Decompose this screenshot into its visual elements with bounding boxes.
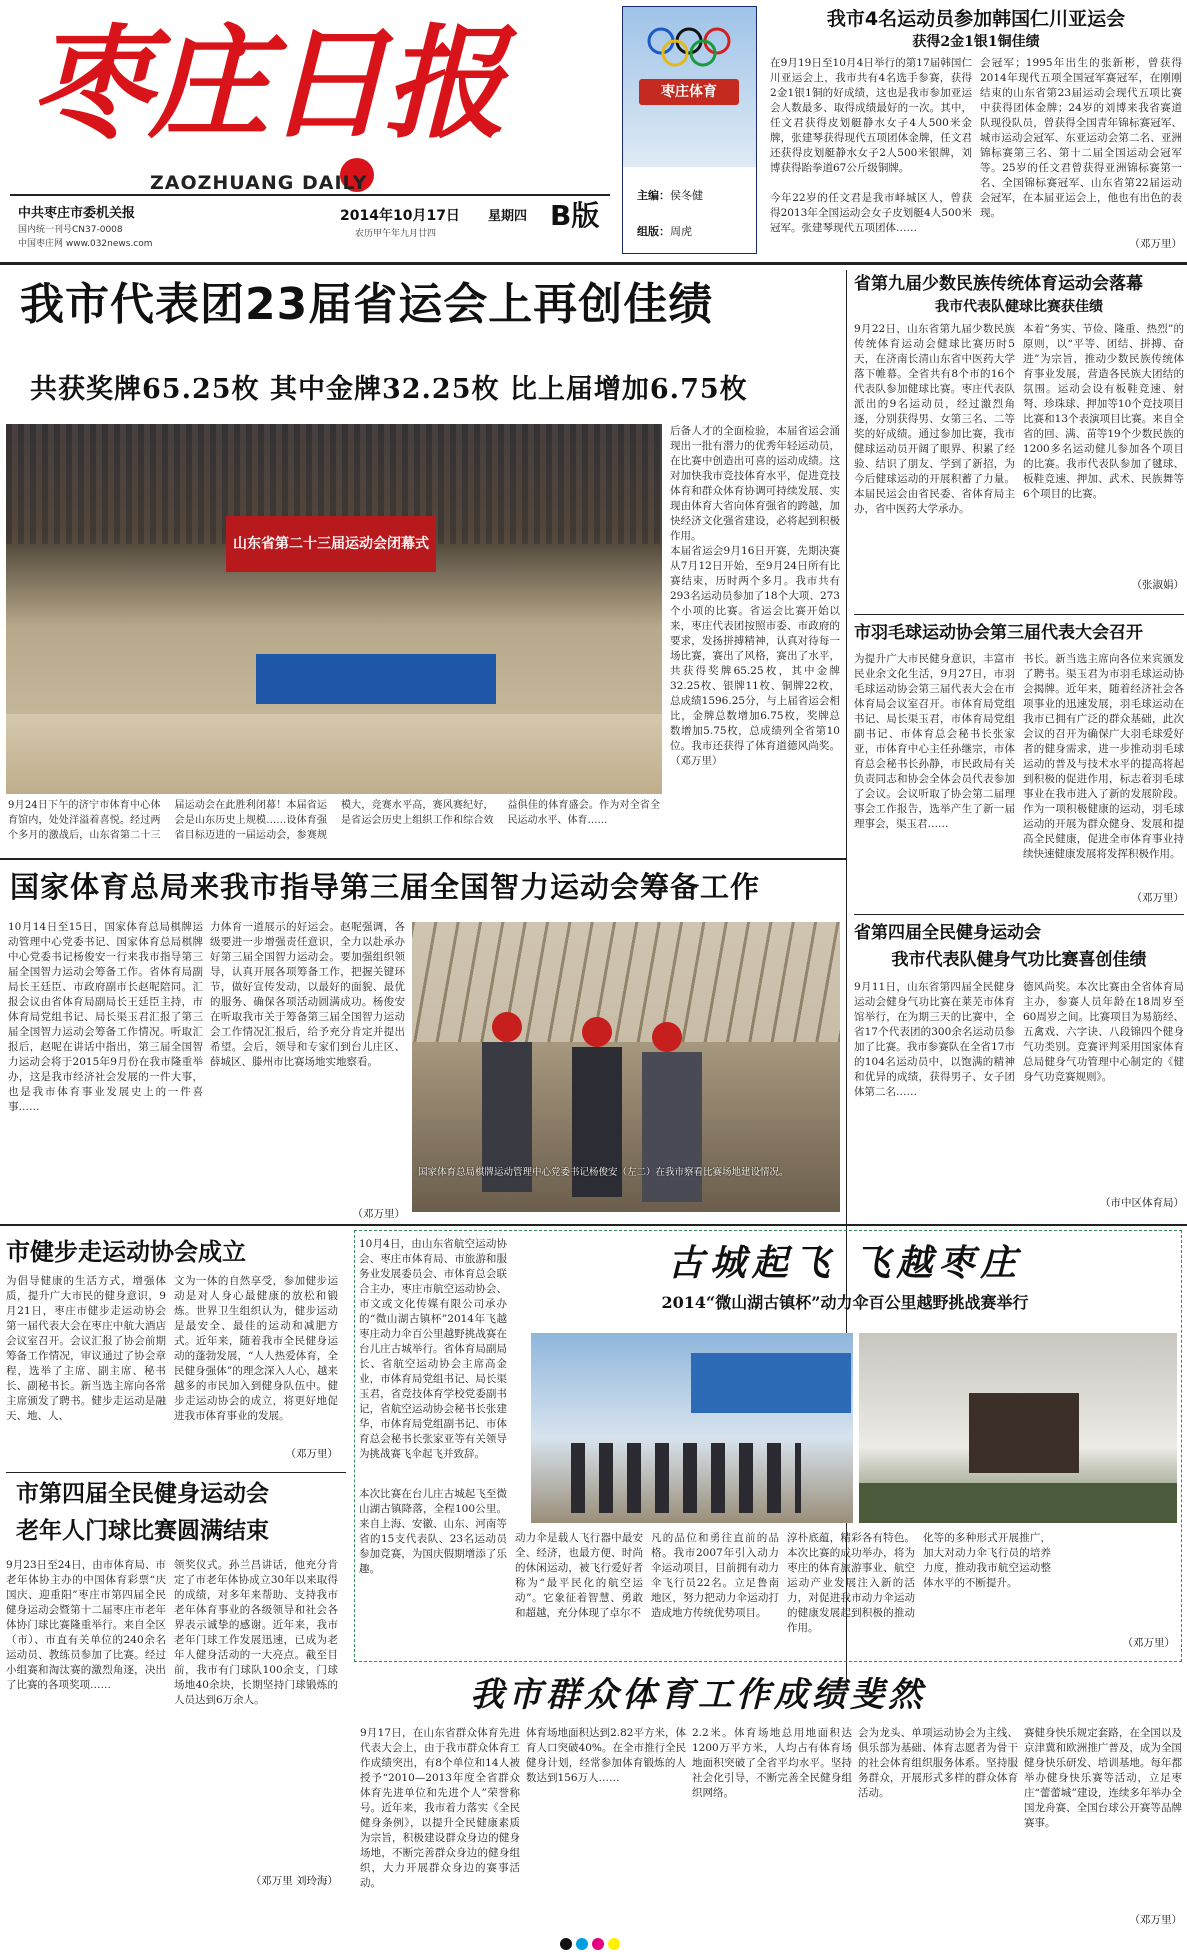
article-paraglider: [354, 1230, 1182, 1662]
article-badminton: [854, 620, 1184, 912]
closing-ceremony-photo: [6, 424, 662, 794]
walking-col1: 为倡导健康的生活方式，增强体质，提升广大市民的健身意识，9月21日，枣庄市健步走运动协会第一届代表大会在枣庄中航大酒店会议室召开。会议汇报了协会前期筹备工作情况，审议通过了协会章程，选举了主席、副主席、秘书长、副秘书长。新当选主席向各常主席颁发了聘书。健步走运动是融天、地、人、: [6, 1275, 166, 1422]
main-headline: 我市代表团23届省运会上再创佳绩: [20, 279, 714, 330]
badminton-title: 市羽毛球运动协会第三届代表大会召开: [854, 623, 1143, 643]
article-gateball: [6, 1476, 346, 1906]
mass-sports-col5: 赛健身快乐规定套路，在全国以及京津冀和欧洲推广普及，成为全国健身快乐研发、培训基地。每年都举办健身快乐赛等活动，立足枣庄“蕾蕾城”建设，连续多年举办全国龙舟赛、全国台球公开赛等品牌赛事。: [1024, 1727, 1182, 1829]
asian-games-byline: （邓万里）: [1129, 238, 1182, 250]
mass-sports-byline: （邓万里）: [1129, 1914, 1182, 1926]
masthead-cn-code: 国内统一刊号CN37-0008: [18, 225, 123, 235]
walking-byline: （邓万里）: [285, 1448, 338, 1460]
qigong-col2: 德风尚奖。本次比赛由全省体育局主办，参赛人员年龄在18周岁至60周岁之间。比赛项目为易筋经、五禽戏、六字诀、八段锦四个健身气功类别。竞赛评判采用国家体育总局健身气功管理中心制定的《健身气功竞赛规则》。: [1023, 981, 1184, 1083]
minority-title: 省第九届少数民族传统体育运动会落幕: [854, 274, 1143, 294]
article-asian-games: [770, 6, 1182, 258]
minority-col1: 9月22日，山东省第九届少数民族传统体育运动会健球比赛历时5天，在济南长清山东省中医药大学落下帷幕。全省共有8个市的16个代表队参加健球比赛。枣庄代表队派出的9名运动员，经过激烈角逐，分别获得男、女第三名、二等奖的好成绩。通过参加比赛，我市健球运动员开阔了眼界、积累了经验、结识了朋友、学到了新招，为今后健球运动的开展积蓄了力量。本届民运会由省民委、省体育局主办，省中医药大学承办。: [854, 323, 1015, 515]
asian-games-subtitle: 获得2金1银1铜佳绩: [912, 34, 1040, 50]
paraglider-col4: 淳朴底蕴，精彩各有特色。本次比赛的成功举办，将为枣庄的体育旅游事业、航空运动产业发展注入新的活力，对促进我市动力伞运动的健康发展起到积极的推动作用。: [787, 1532, 915, 1634]
games-report-text: 后备人才的全面检验，本届省运会涌现出一批有潜力的优秀年轻运动员，在比赛中创造出可喜的运动成绩。这对加快我市竞技体育水平，促进竞技体育和群众体育协调可持续发展、实现由体育大省向体育强省的跨越，加快经济文化强省建设，必将起到积极作用。 本届省运会9月16日开赛，先期决赛从7月12日开始，至9月24日所有比赛结束，历时两个多月。我市共有293名运动员参加了18个大项、273个小项的比赛。省运会比赛开始以来，枣庄代表团按照市委、市政府的要求，发扬拼搏精神，认真对待每一场比赛，赛出了风格，赛出了水平，共获得奖牌65.25枚，其中金牌32.25枚、银牌11枚、铜牌22枚，总成绩1596.25分，与上届省运会相比，金牌总数增加6.75枚，奖牌总数增加5.75枚，总成绩列全省第10位。我市还获得了体育道德风尚奖。（邓万里）: [670, 425, 840, 767]
paraglider-photo-1: [531, 1333, 853, 1523]
asian-games-col2: 会冠军；1995年出生的张新彬，曾获得2014年现代五项全国冠军赛冠军，在刚刚结束的山东省第23届运动会现代五项比赛中获得团体金牌；24岁的刘博来我省赛道队现役队员，曾获得全国青年锦标赛冠军、城市运动会冠军、东亚运动会第二名、亚洲锦标赛第三名、第十二届全国运动会冠军等。25岁的任文君曾获得亚洲锦标赛第一名、全国锦标赛冠军、山东省第22届运动会冠军，在本届亚运会上，他也有出色的表现。: [980, 57, 1182, 219]
mind-sports-title: 国家体育总局来我市指导第三届全国智力运动会筹备工作: [10, 870, 761, 904]
gateball-col1: 9月23日至24日，由市体育局、市老年体协主办的中国体育彩票“庆国庆、迎重阳”枣庄市第四届全民健身运动会暨第十二届枣庄市老年体协门球比赛隆重举行。来自全区（市）、市直有关单位的240余名运动员、教练员参加了比赛。经过小组赛和淘汰赛的激烈角逐，决出了比赛的各项奖项……: [6, 1559, 166, 1691]
masthead-edition: B版: [550, 199, 600, 232]
masthead-website: 中国枣庄网 www.032news.com: [18, 239, 153, 249]
mass-sports-col2: 体育场地面积达到2.82平方米，体育人口突破40%。在全市推行全民健身计划，经常参加体育锻炼的人数达到156万人……: [526, 1727, 686, 1784]
paraglider-title: 古城起飞 飞越枣庄: [667, 1242, 1023, 1284]
mass-sports-col4: 会为龙头、单项运动协会为主线、俱乐部为基础、体育志愿者为骨干的社会体育组织服务体系。坚持服务群众，开展形式多样的群众体育活动。: [858, 1727, 1018, 1799]
mass-sports-col1: 9月17日，在山东省群众体育先进代表大会上，由于我市群众体育工作成绩突出，有8个单位和14人被授予“2010—2013年度全省群众体育先进单位和先进个人”荣誉称号。近年来，我市着力落实《全民健身条例》，以提升全民健康素质为宗旨，积极建设群众身边的健身场地，不断完善群众身边的健身组织，大力开展群众身边的赛事活动。: [360, 1727, 520, 1889]
paraglider-col5: 化等的多种形式开展推广，加大对动力伞飞行员的培养力度，推动我市航空运动整体水平的不断提升。: [923, 1532, 1051, 1589]
qigong-subtitle: 我市代表队健身气功比赛喜创佳绩: [891, 950, 1147, 970]
minority-col2: 本着“务实、节俭、隆重、热烈”的原则，以“平等、团结、拼搏、奋进”为宗旨，推动少数民族传统体育事业发展，营造各民族大团结的氛围。运动会设有板鞋竞速、射弩、珍珠球、押加等10个竞技项目比赛和13个表演项目比赛。来自全省的回、满、苗等19个少数民族的1200多名运动健儿参加各个项目的比赛。我市代表队参加了毽球、板鞋竞速、押加、武术、民族舞等6个项目的比赛。: [1023, 323, 1184, 500]
masthead-english: ZAOZHUANG DAILY: [150, 172, 368, 194]
article-walking-association: [6, 1230, 346, 1470]
badminton-col1: 为提升广大市民健身意识，丰富市民业余文化生活，9月27日，市羽毛球运动协会第三届代表大会在市体育局会议室召开。市体育局党组书记、局长渠玉君，市体育局党组副书记、市体育总会秘书长张家亚，市体育中心主任孙继宗，市体育总会秘书长孙静，市民政局有关负责同志和协会全体会员代表参加了会议。会议听取了协会第二届理事会工作报告，选举产生了新一届理事会，渠玉君……: [854, 653, 1015, 830]
gateball-col2: 领奖仪式。孙兰昌讲话，他充分肯定了市老年体协成立30年以来取得的成绩，对多年来帮助、支持我市老年体育事业的各级领导和社会各界表示诚挚的感谢。近年来，我市老年门球工作发展迅速，已成为老年人健身活动的一大亮点。截至目前，我市有门球队100余支，门球场地40余块，长期坚持门球锻炼的人员达到6万余人。: [174, 1559, 338, 1706]
gateball-title2: 老年人门球比赛圆满结束: [16, 1518, 269, 1544]
editor-label: 主编：: [637, 189, 670, 202]
minority-byline: （张淑娟）: [1131, 579, 1184, 591]
mind-sports-col1: 10月14日至15日，国家体育总局棋牌运动管理中心党委书记、国家体育总局棋牌中心党委书记杨俊安一行来我市指导第三届全国智力运动会筹备工作。省体育局副局长王廷臣、市政府副市长赵呢陪同。汇报会议由省体育局副局长王廷臣主持，市体育局党组书记、局长渠玉君汇报了第三届全国智力运动会筹备工作情况。听取汇报后，赵呢在讲话中指出，第三届全国智力运动会将于2015年9月份在我市隆重举办，这是我市经济社会发展的一件大事，也是我市体育事业发展史上的一件喜事……: [8, 921, 203, 1113]
layout-label: 组版：: [637, 225, 670, 238]
closing-caption: 9月24日下午的济宁市体育中心体育馆内，处处洋溢着喜悦。经过两个多月的激战后，山东省第二十三届运动会在此胜利闭幕！本届省运会是山东历史上规模……设体育强省目标迈进的一届运动会，参赛规模大，竞赛水平高，赛风赛纪好，是省运会历史上组织工作和综合效益俱佳的体育盛会。作为对全省全民运动水平、体育……: [8, 800, 660, 841]
layout-name: 周虎: [670, 225, 692, 238]
mind-sports-caption: 国家体育总局棋牌运动管理中心党委书记杨俊安（左二）在我市察看比赛场地建设情况。: [418, 1167, 789, 1178]
gateball-title: 市第四届全民健身运动会: [16, 1481, 269, 1507]
mass-sports-title: 我市群众体育工作成绩斐然: [470, 1675, 926, 1715]
mass-sports-col3: 2.2米。体育场地总用地面积达1200万平方米，人均占有体育场地面积突破了全省平均水平。坚持社会化引导，不断完善全民健身组织网络。: [692, 1727, 852, 1799]
paraglider-byline: （邓万里）: [1122, 1637, 1175, 1649]
qigong-byline: （市中区体育局）: [1100, 1197, 1184, 1209]
mind-sports-col2: 力体育一道展示的好运会。赵呢强调，各级要进一步增强责任意识，全力以赴承办好第三届全国智力运动会。要加强组织领导，认真开展各项筹备工作，把握关键环节，做好宣传发动，以最好的面貌、最优的服务、确保各项活动圆满成功。杨俊安在听取我市关于筹备第三届全国智力运动会工作情况汇报后，给予充分肯定并提出希望。会后，领导和专家们到台儿庄区、薛城区、滕州市比赛场地实地察看。: [210, 921, 405, 1068]
masthead-weekday: 星期四: [488, 209, 528, 224]
walking-title: 市健步走运动协会成立: [6, 1238, 246, 1266]
paraglider-col3: 凡的品位和勇往直前的品格。我市2007年引入动力伞运动项目，目前拥有动力伞飞行员22名。立足鲁南地区，努力把动力伞运动打造成地方传统优势项目。: [651, 1532, 779, 1619]
badminton-col2: 书长。新当选主席向各位来宾颁发了聘书。渠玉君为市羽毛球运动协会揭牌。近年来，随着经济社会各项事业的迅速发展，羽毛球运动在我市已拥有广泛的群众基础，此次会议的召开为确保广大羽毛球爱好者的健身需求，进一步推动羽毛球运动的普及与技术水平的提高将起到积极的促进作用，标志着羽毛球事业在我市进入了新的发展阶段。作为一项积极健康的运动，羽毛球运动的开展为群众健身、发展和提高全民健康，促进全市体育事业持续快速健康发展将发挥积极作用。: [1023, 653, 1184, 860]
registration-marks: [560, 1938, 620, 1950]
article-qigong: [854, 920, 1184, 1220]
masthead-title: 枣庄日报: [30, 11, 502, 155]
paraglider-col1b: 本次比赛在台儿庄古城起飞至微山湖古镇降落，全程100公里。来自上海、安徽、山东、河南等省的15支代表队、23名运动员参加竞赛，为国庆假期增添了乐趣。: [359, 1488, 507, 1575]
mind-sports-byline: （邓万里）: [352, 1208, 405, 1220]
asian-games-col1b: 今年22岁的任文君是我市峄城区人，曾获得2013年全国运动会女子皮划艇4人500米冠军。张建琴现代五项团体……: [770, 192, 972, 234]
minority-subtitle: 我市代表队健球比赛获佳绩: [935, 299, 1103, 315]
qigong-title: 省第四届全民健身运动会: [854, 923, 1041, 943]
paraglider-col2: 动力伞是载人飞行器中最安全、经济，也最方便、时尚的休闲运动，被飞行爱好者称为“最平民化的航空运动”。它象征着智慧、勇敢和超越，充分体现了卓尔不: [515, 1532, 643, 1619]
mind-sports-photo: [412, 922, 840, 1212]
asian-games-title: 我市4名运动员参加韩国仁川亚运会: [826, 8, 1126, 30]
asian-games-col1: 在9月19日至10月4日举行的第17届韩国仁川亚运会上，我市共有4名选手参赛，获得2金1银1铜的好成绩，这也是我市参加亚运会人数最多、取得成绩最好的一次。其中，任文君获得皮划艇静水女子4人500米金牌，张建琴获得现代五项团体金牌，任文君还获得皮划艇静水女子2人500米银牌，刘博获得跆拳道67公斤级铜牌。: [770, 57, 972, 174]
gateball-byline: （邓万里 刘玲海）: [250, 1875, 338, 1887]
masthead-date: 2014年10月17日: [340, 208, 460, 224]
masthead-organ: 中共枣庄市委机关报: [18, 206, 136, 221]
badminton-byline: （邓万里）: [1131, 892, 1184, 904]
closing-banner: 山东省第二十三届运动会闭幕式: [226, 516, 436, 572]
qigong-col1: 9月11日，山东省第四届全民健身运动会健身气功比赛在莱芜市体育馆举行，在为期三天的比赛中，全省17个代表团的300余名运动员参加了比赛。我市参赛队在全省17市的104名运动员中，以饱满的精神和优异的成绩，获得男子、女子团体第二名……: [854, 981, 1015, 1098]
olympic-rings-icon: [623, 7, 756, 167]
section-box: [622, 6, 757, 254]
article-minority-games: [854, 272, 1184, 612]
masthead: [10, 8, 610, 258]
walking-col2: 文为一体的自然享受，参加健步运动是对人身心最健康的放松和锻炼。世界卫生组织认为，健步运动是最安全、最佳的运动和减肥方式。近年来，随着我市全民健身运动的蓬勃发展，“人人热爱体育，全民健身强体”的理念深入人心，越来越多的市民加入到健身队伍中。健步走运动协会的成立，将更好地促进我市体育事业的发展。: [174, 1275, 338, 1422]
main-subheadline: 共获奖牌65.25枚 其中金牌32.25枚 比上届增加6.75枚: [30, 374, 748, 405]
section-name: 枣庄体育: [639, 79, 739, 105]
paraglider-col1: 10月4日，由山东省航空运动协会、枣庄市体育局、市旅游和服务业发展委员会、市体育总会联合主办，枣庄市航空运动协会、市文或文化传媒有限公司承办的“微山湖古镇杯”2014年飞越枣庄动力伞百公里越野挑战赛在台儿庄古城举行。省体育局副局长、省航空运动协会主席高金业，市体育局党组书记、局长渠玉君，省竞技体育学校党委副书记，省航空运动协会秘书长张建华，市体育局党组副书记、市体育总会秘书长张家亚等有关领导为挑战赛飞伞起飞并致辞。: [359, 1238, 507, 1460]
editor-name: 侯冬健: [670, 189, 703, 202]
paraglider-photo-2: [859, 1333, 1177, 1523]
paraglider-subtitle: 2014“微山湖古镇杯”动力伞百公里越野挑战赛举行: [661, 1293, 1029, 1312]
masthead-lunar: 农历甲午年九月廿四: [355, 229, 437, 239]
